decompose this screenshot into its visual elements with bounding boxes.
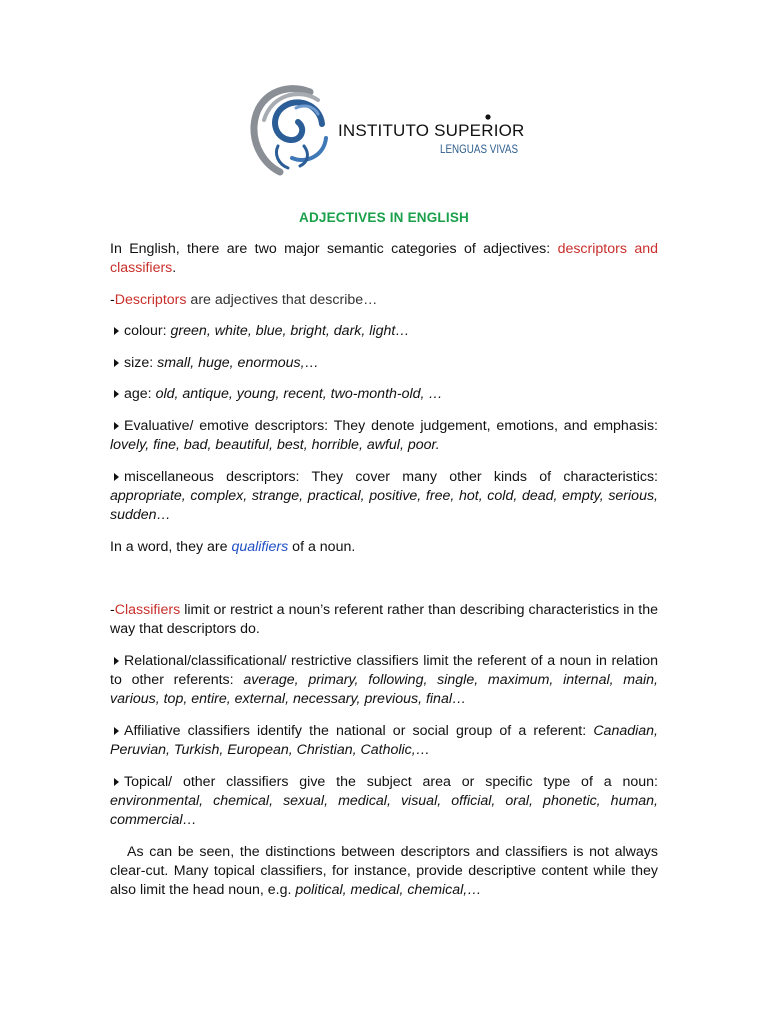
item-label: Evaluative/ emotive descriptors: They denote judgement, emotions, and emphasis: — [124, 418, 658, 434]
summary-term: qualifiers — [231, 539, 289, 555]
list-item — [110, 354, 658, 373]
bullet-arrow-icon — [114, 422, 119, 430]
intro-end: . — [172, 260, 177, 276]
logo-line-2: LENGUAS VIVAS — [440, 142, 519, 156]
bullet-arrow-icon — [114, 727, 119, 735]
list-item — [110, 468, 658, 525]
bullet-arrow-icon — [114, 390, 119, 398]
list-item — [110, 417, 658, 455]
conclusion-examples: political, medical, chemical,… — [295, 882, 482, 898]
intro-highlight: descriptors and classifiers — [110, 241, 658, 276]
item-examples: average, primary, following, single, maximum, internal, main, various, top, entire, external, necessary, previous, final… — [110, 672, 658, 707]
list-item — [110, 652, 658, 709]
list-item — [110, 385, 658, 404]
item-examples: green, white, blue, bright, dark, light… — [170, 323, 410, 339]
item-label: age: — [124, 386, 156, 402]
intro-text: In English, there are two major semantic categories of adjectives: — [110, 241, 558, 257]
bullet-arrow-icon — [114, 359, 119, 367]
classifiers-term: Classifiers — [114, 602, 181, 618]
logo-line-1: INSTITUTO SUPERIOR — [338, 121, 525, 140]
summary-paragraph — [110, 538, 658, 557]
summary-post: of a noun. — [288, 539, 356, 555]
conclusion-paragraph — [110, 843, 658, 900]
list-item — [110, 322, 658, 341]
intro-paragraph — [110, 240, 658, 278]
bullet-arrow-icon — [114, 473, 119, 481]
descriptors-heading — [110, 291, 658, 310]
descriptors-definition: are adjectives that describe… — [186, 292, 378, 308]
descriptors-term: Descriptors — [114, 292, 187, 308]
summary-pre: In a word, they are — [110, 539, 232, 555]
logo-dot-icon — [485, 114, 491, 120]
descriptors-dash: - — [110, 292, 115, 308]
item-label: Topical/ other classifiers give the subject area or specific type of a noun: — [124, 774, 658, 790]
page-title: ADJECTIVES IN ENGLISH — [299, 210, 469, 225]
classifiers-dash: - — [110, 602, 115, 618]
item-label: miscellaneous descriptors: They cover many other kinds of characteristics: — [124, 469, 658, 485]
swirl-emblem-icon — [248, 84, 332, 180]
item-examples: environmental, chemical, sexual, medical, visual, official, oral, phonetic, human, commercial… — [110, 793, 658, 828]
conclusion-text: As can be seen, the distinctions between descriptors and classifiers is not always clear-cut. Many topical classifiers, for instance, provide descriptive content while they also limit the head noun, e.g. — [110, 844, 658, 898]
item-examples: lovely, fine, bad, beautiful, best, horrible, awful, poor. — [110, 437, 440, 453]
classifiers-heading — [110, 601, 658, 639]
item-examples: appropriate, complex, strange, practical, positive, free, hot, cold, dead, empty, serious, sudden… — [110, 488, 658, 523]
institute-logo — [248, 84, 548, 184]
item-examples: Canadian, Peruvian, Turkish, European, Christian, Catholic,… — [110, 723, 658, 758]
list-item — [110, 773, 658, 830]
item-label: colour: — [124, 323, 171, 339]
bullet-arrow-icon — [114, 657, 119, 665]
item-examples: small, huge, enormous,… — [157, 355, 319, 371]
item-label: Relational/classificational/ restrictive classifiers limit the referent of a noun in relation to other referents: — [110, 653, 658, 688]
list-item — [110, 722, 658, 760]
item-label: size: — [124, 355, 158, 371]
item-examples: old, antique, young, recent, two-month-old, … — [155, 386, 443, 402]
item-label: Affiliative classifiers identify the national or social group of a referent: — [124, 723, 594, 739]
classifiers-definition: limit or restrict a noun’s referent rather than describing characteristics in the way that descriptors do. — [110, 602, 658, 637]
bullet-arrow-icon — [114, 778, 119, 786]
bullet-arrow-icon — [114, 327, 119, 335]
